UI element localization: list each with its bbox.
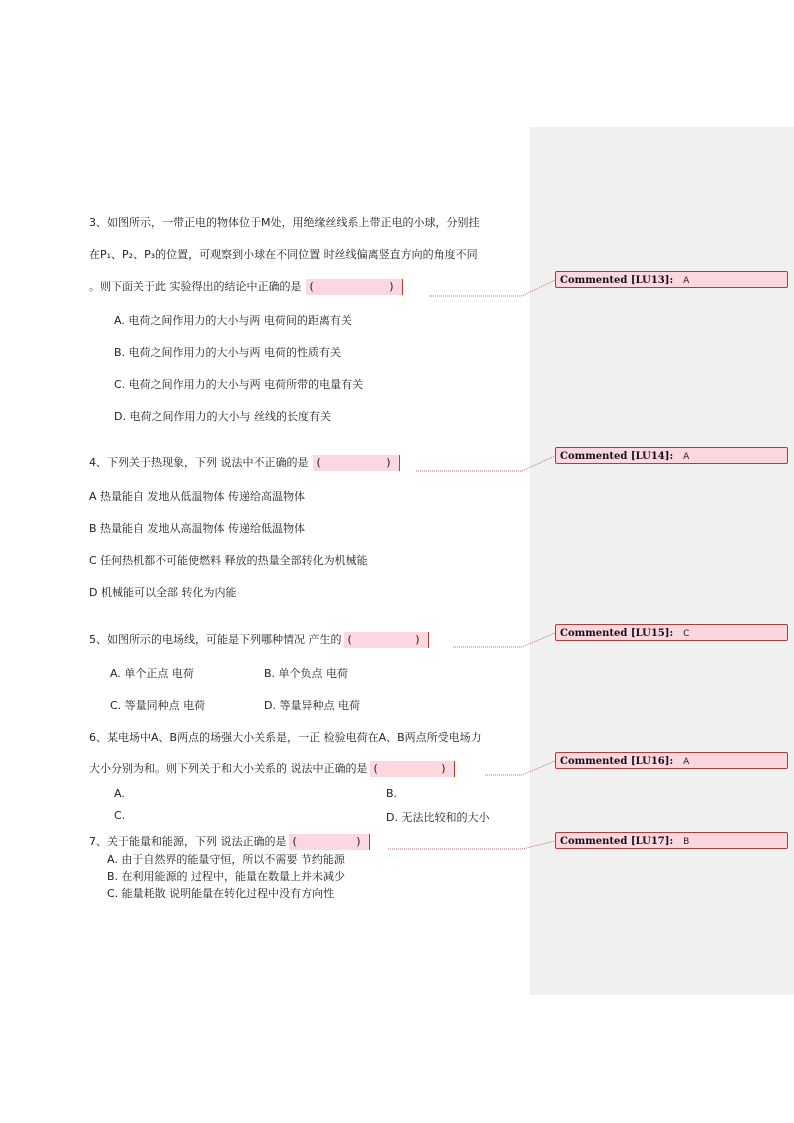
- q5-option-a: A. 单个正点 电荷: [110, 667, 194, 680]
- paren-close: ): [356, 835, 361, 848]
- q3-option-a: A. 电荷之间作用力的大小与两 电荷间的距离有关: [114, 314, 352, 327]
- q3-stem-line1: 3、如图所示，一带正电的物体位于M处，用绝缘丝线系上带正电的小球，分别挂: [89, 216, 480, 229]
- paren-close: ): [389, 280, 394, 293]
- q5-option-c: C. 等量同种点 电荷: [110, 699, 206, 712]
- q3-stem-line2: 在P₁、P₂、P₃的位置，可观察到小球在不同位置 时丝线偏离竖直方向的角度不同: [89, 248, 478, 261]
- q3-option-d: D. 电荷之间作用力的大小与 丝线的长度有关: [114, 410, 331, 423]
- q6-stem-line1: 6、某电场中A、B两点的场强大小关系是，一正 检验电荷在A、B两点所受电场力: [89, 731, 482, 744]
- q3-option-c: C. 电荷之间作用力的大小与两 电荷所带的电量有关: [114, 378, 364, 391]
- comment-lu16[interactable]: [555, 752, 788, 769]
- comment-value: A: [683, 276, 690, 286]
- q7-option-b: B. 在利用能源的 过程中，能量在数量上并未减少: [107, 870, 346, 883]
- comment-value: B: [683, 837, 690, 847]
- paren-open: (: [316, 456, 321, 469]
- q7-option-a: A. 由于自然界的能量守恒，所以不需要 节约能源: [107, 853, 345, 866]
- paren-open: (: [347, 633, 352, 646]
- q4-option-d: D 机械能可以全部 转化为内能: [89, 586, 237, 599]
- q7-option-c: C. 能量耗散 说明能量在转化过程中没有方向性: [107, 887, 335, 900]
- q6-option-c: C.: [114, 809, 126, 822]
- q4-answer-blank[interactable]: [313, 455, 400, 471]
- comment-lu17[interactable]: [555, 832, 788, 849]
- q6-answer-blank[interactable]: [370, 761, 455, 777]
- q3-stem-text: 。则下面关于此 实验得出的结论中正确的是: [89, 280, 302, 293]
- paren-close: ): [415, 633, 420, 646]
- comment-tag: Commented [LU13]:: [560, 275, 674, 286]
- q4-stem: [89, 454, 400, 471]
- comment-tag: Commented [LU14]:: [560, 451, 674, 462]
- paren-close: ): [441, 762, 446, 775]
- paren-open: (: [309, 280, 314, 293]
- comment-lu13[interactable]: [555, 271, 788, 288]
- q6-option-b: B.: [386, 787, 398, 800]
- comment-value: A: [683, 757, 690, 767]
- q7-answer-blank[interactable]: [289, 834, 370, 850]
- comment-lu15[interactable]: [555, 624, 788, 641]
- q4-option-c: C 任何热机都不可能使燃料 释放的热量全部转化为机械能: [89, 554, 368, 567]
- q5-option-b: B. 单个负点 电荷: [264, 667, 349, 680]
- q6-option-a: A.: [114, 787, 125, 800]
- paren-close: ): [386, 456, 391, 469]
- q4-option-b: B 热量能自 发地从高温物体 传递给低温物体: [89, 522, 306, 535]
- paren-open: (: [292, 835, 297, 848]
- q5-stem-text: 5、如图所示的电场线，可能是下列哪种情况 产生的: [89, 633, 342, 646]
- comment-value: C: [683, 629, 690, 639]
- comment-value: A: [683, 452, 690, 462]
- comment-lu14[interactable]: [555, 447, 788, 464]
- comment-tag: Commented [LU17]:: [560, 836, 674, 847]
- q7-stem: [89, 833, 370, 850]
- q3-answer-blank[interactable]: [306, 279, 403, 295]
- q5-option-d: D. 等量异种点 电荷: [264, 699, 360, 712]
- paren-open: (: [373, 762, 378, 775]
- q6-stem-text: 大小分别为和。则下列关于和大小关系的 说法中正确的是: [89, 762, 368, 775]
- q5-answer-blank[interactable]: [344, 632, 429, 648]
- q3-stem-line3: [89, 278, 403, 295]
- q4-stem-text: 4、下列关于热现象，下列 说法中不正确的是: [89, 456, 309, 469]
- comment-tag: Commented [LU15]:: [560, 628, 674, 639]
- q7-stem-text: 7、关于能量和能源，下列 说法正确的是: [89, 835, 287, 848]
- q6-stem-line2: [89, 760, 455, 777]
- comment-tag: Commented [LU16]:: [560, 756, 674, 767]
- q4-option-a: A 热量能自 发地从低温物体 传递给高温物体: [89, 490, 306, 503]
- q5-stem: [89, 631, 429, 648]
- q3-option-b: B. 电荷之间作用力的大小与两 电荷的性质有关: [114, 346, 342, 359]
- q6-option-d: D. 无法比较和的大小: [386, 811, 490, 824]
